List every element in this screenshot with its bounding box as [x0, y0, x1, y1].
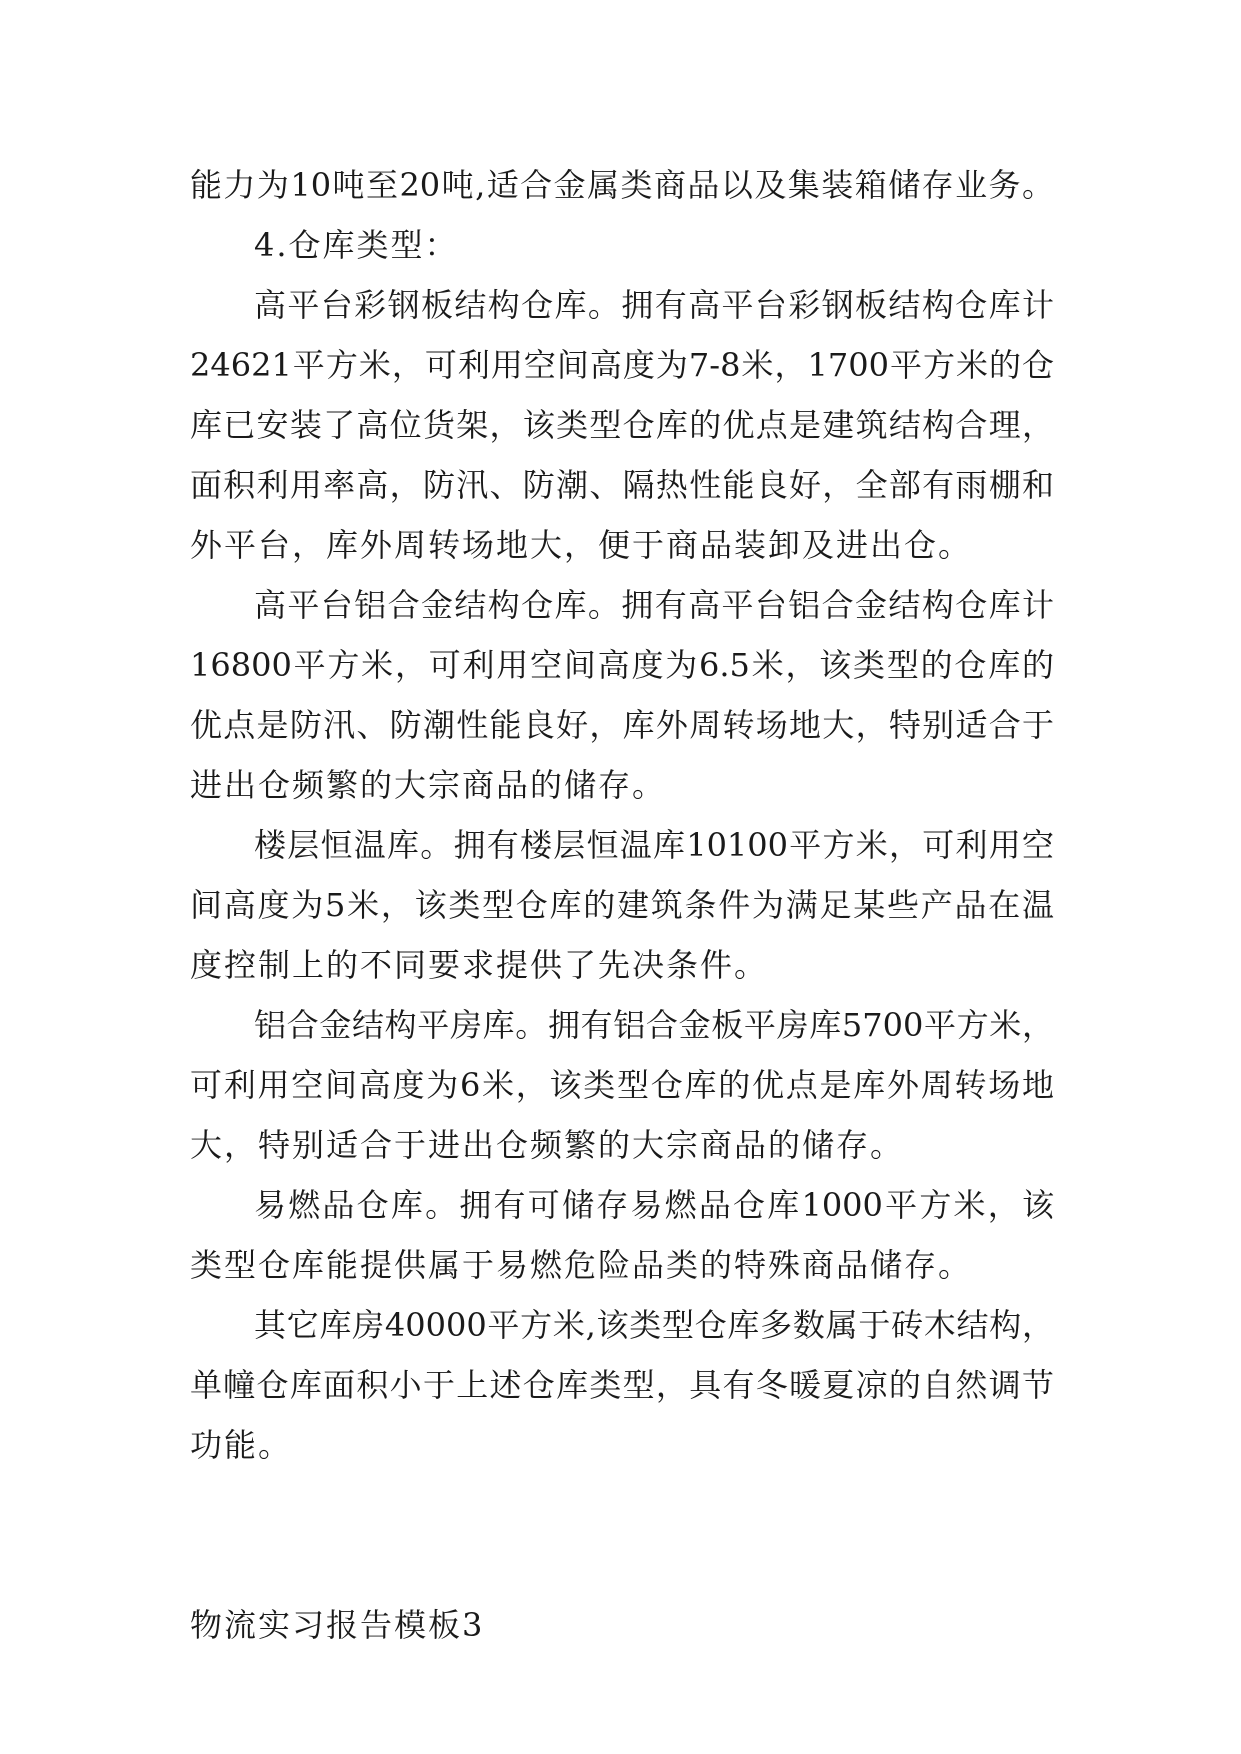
- paragraph-line: 铝合金结构平房库。拥有铝合金板平房库5700平方米，: [254, 1006, 1054, 1044]
- paragraph-line: 功能。: [190, 1426, 293, 1464]
- paragraph-line: 楼层恒温库。拥有楼层恒温库10100平方米，可利用空: [254, 826, 1054, 864]
- section-heading: 物流实习报告模板3: [190, 1606, 485, 1644]
- paragraph-line: 类型仓库能提供属于易燃危险品类的特殊商品储存。: [190, 1246, 973, 1284]
- paragraph-line: 度控制上的不同要求提供了先决条件。: [190, 946, 769, 984]
- paragraph-line: 能力为10吨至20吨,适合金属类商品以及集装箱储存业务。: [190, 166, 1054, 204]
- paragraph-line: 库已安装了高位货架，该类型仓库的优点是建筑结构合理，: [190, 406, 1054, 444]
- paragraph-line: 单幢仓库面积小于上述仓库类型，具有冬暖夏凉的自然调节: [190, 1366, 1054, 1404]
- paragraph-line: 高平台彩钢板结构仓库。拥有高平台彩钢板结构仓库计: [254, 286, 1054, 324]
- paragraph-line: 进出仓频繁的大宗商品的储存。: [190, 766, 667, 804]
- paragraph-line: 优点是防汛、防潮性能良好，库外周转场地大，特别适合于: [190, 706, 1054, 744]
- paragraph-line: 外平台，库外周转场地大，便于商品装卸及进出仓。: [190, 526, 973, 564]
- list-heading: 4.仓库类型：: [254, 226, 459, 264]
- paragraph-line: 可利用空间高度为6米，该类型仓库的优点是库外周转场地: [190, 1066, 1054, 1104]
- paragraph-line: 高平台铝合金结构仓库。拥有高平台铝合金结构仓库计: [254, 586, 1054, 624]
- paragraph-line: 16800平方米，可利用空间高度为6.5米，该类型的仓库的: [190, 646, 1054, 684]
- paragraph-line: 面积利用率高，防汛、防潮、隔热性能良好，全部有雨棚和: [190, 466, 1054, 504]
- paragraph-line: 24621平方米，可利用空间高度为7-8米，1700平方米的仓: [190, 346, 1054, 384]
- paragraph-line: 易燃品仓库。拥有可储存易燃品仓库1000平方米，该: [254, 1186, 1054, 1224]
- document-page: [190, 155, 1054, 1655]
- paragraph-line: 间高度为5米，该类型仓库的建筑条件为满足某些产品在温: [190, 886, 1054, 924]
- section-spacer: [190, 1475, 1054, 1595]
- paragraph-line: 其它库房40000平方米,该类型仓库多数属于砖木结构，: [254, 1306, 1054, 1344]
- paragraph-line: 大，特别适合于进出仓频繁的大宗商品的储存。: [190, 1126, 905, 1164]
